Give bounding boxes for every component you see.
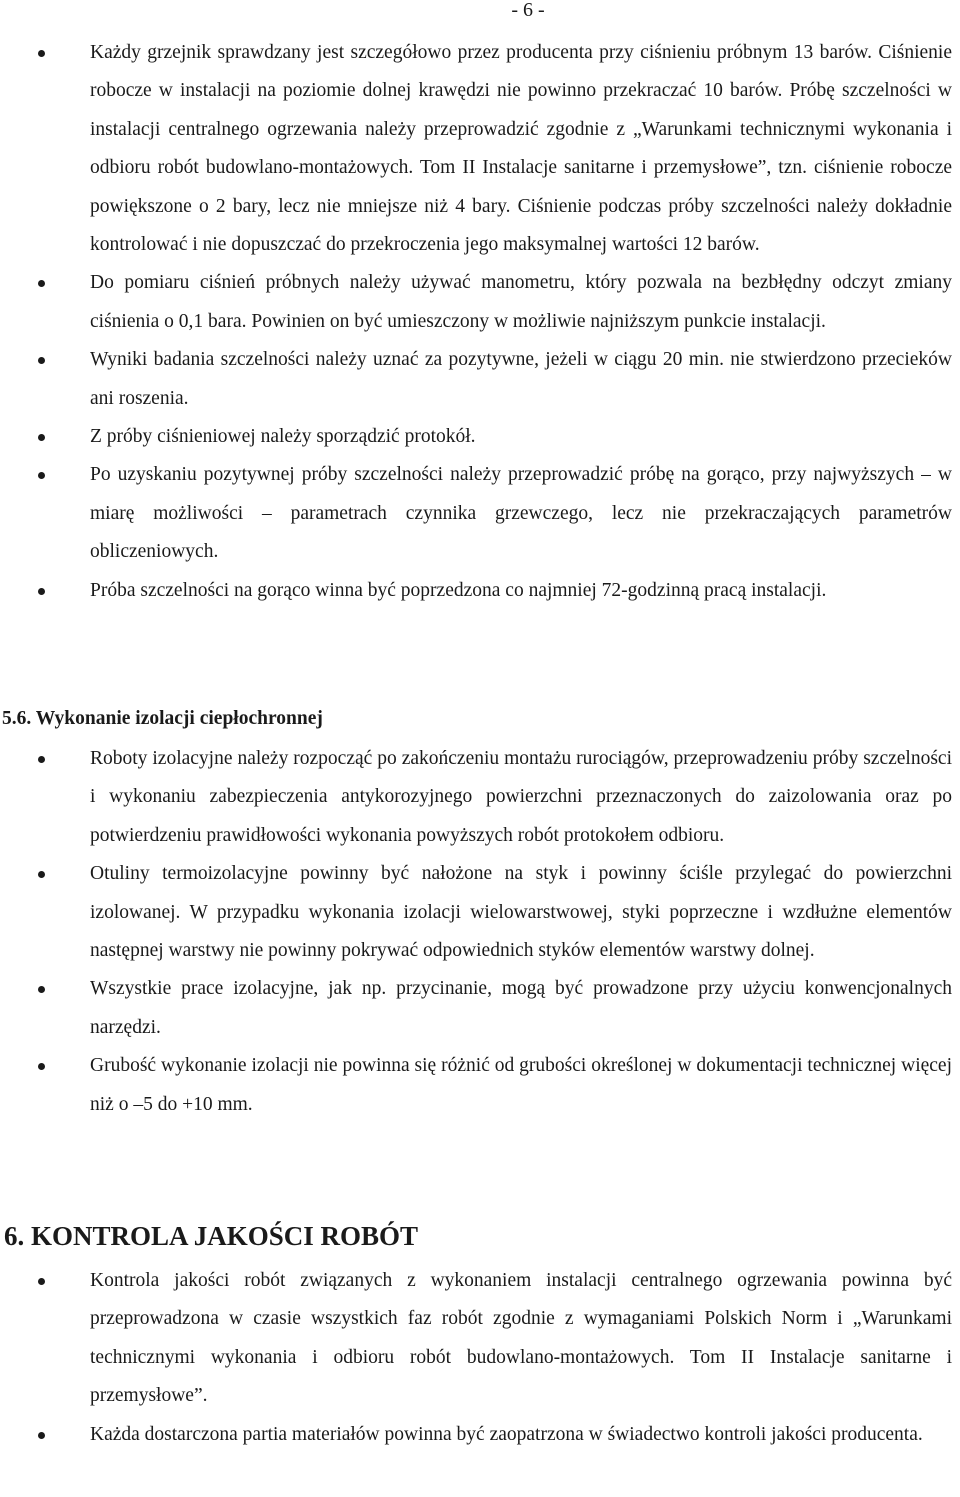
list-item-text: Kontrola jakości robót związanych z wykonaniem instalacji centralnego ogrzewania powinna być przeprowadzona w czasie wszystkich faz robót zgodnie z wymaganiami Polskich Norm i „Warunkami technicznymi wykonania i odbioru robót budowlano-montażowych. Tom II Instalacje sanitarne i przemysłowe”.: [90, 1270, 952, 1407]
list-item-text: Każdy grzejnik sprawdzany jest szczegółowo przez producenta przy ciśnieniu próbnym 13 barów. Ciśnienie robocze w instalacji na poziomie dolnej krawędzi nie powinno przekraczać 10 barów. Próbę szczelności w instalacji centralnego ogrzewania należy przeprowadzić zgodnie z „Warunkami technicznymi wykonania i odbioru robót budowlano-montażowych. Tom II Instalacje sanitarne i przemysłowe”, tzn. ciśnienie robocze powiększone o 2 bary, lecz nie mniejsze niż 4 bary. Ciśnienie podczas próby szczelności należy dokładnie kontrolować i nie dopuszczać do przekroczenia jego maksymalnej wartości 12 barów.: [90, 42, 952, 256]
section-heading-6: 6. KONTROLA JAKOŚCI ROBÓT: [4, 1221, 419, 1251]
bullet-icon: [38, 756, 45, 763]
list-item-text: Do pomiaru ciśnień próbnych należy używać manometru, który pozwala na bezbłędny odczyt zmiany ciśnienia o 0,1 bara. Powinien on być umieszczony w możliwie najniższym punkcie instalacji.: [90, 272, 952, 332]
list-item: [0, 1262, 960, 1416]
list-item: [0, 740, 960, 855]
list-item: [0, 970, 960, 1047]
list-item: [0, 1047, 960, 1124]
bullet-icon: [38, 434, 45, 441]
bullet-icon: [38, 472, 45, 479]
bullet-icon: [38, 1432, 45, 1439]
list-item: [0, 34, 960, 264]
bullet-icon: [38, 871, 45, 878]
bullet-icon: [38, 1063, 45, 1070]
section-heading-5-6: 5.6. Wykonanie izolacji ciepłochronnej: [2, 708, 323, 729]
bullet-icon: [38, 50, 45, 57]
list-item: [0, 264, 960, 341]
insulation-list: [0, 740, 960, 1124]
bullet-icon: [38, 986, 45, 993]
bullet-icon: [38, 357, 45, 364]
list-item-text: Po uzyskaniu pozytywnej próby szczelności należy przeprowadzić próbę na gorąco, przy najwyższych – w miarę możliwości – parametrach czynnika grzewczego, lecz nie przekraczających parametrów obliczeniowych.: [90, 464, 952, 563]
list-item-text: Próba szczelności na gorąco winna być poprzedzona co najmniej 72-godzinną pracą instalacji.: [90, 579, 827, 601]
test-requirements-list: [0, 34, 960, 610]
quality-control-list: [0, 1262, 960, 1454]
list-item-text: Otuliny termoizolacyjne powinny być nałożone na styk i powinny ściśle przylegać do powierzchni izolowanej. W przypadku wykonania izolacji wielowarstwowej, styki poprzeczne i wzdłużne elementów następnej warstwy nie powinny pokrywać odpowiednich styków elementów warstwy dolnej.: [90, 863, 952, 962]
list-item: [0, 855, 960, 970]
list-item-text: Roboty izolacyjne należy rozpocząć po zakończeniu montażu rurociągów, przeprowadzeniu próby szczelności i wykonaniu zabezpieczenia antykorozyjnego powierzchni przeznaczonych do zaizolowania oraz po potwierdzeniu prawidłowości wykonania powyższych robót protokołem odbioru.: [90, 748, 952, 846]
list-item: [0, 456, 960, 571]
bullet-icon: [38, 1278, 45, 1285]
list-item-text: Wszystkie prace izolacyjne, jak np. przycinanie, mogą być prowadzone przy użyciu konwencjonalnych narzędzi.: [90, 978, 952, 1038]
list-item-text: Każda dostarczona partia materiałów powinna być zaopatrzona w świadectwo kontroli jakości producenta.: [90, 1423, 923, 1445]
list-item-text: Grubość wykonanie izolacji nie powinna się różnić od grubości określonej w dokumentacji technicznej więcej niż o –5 do +10 mm.: [90, 1055, 952, 1115]
page-number: - 6 -: [511, 0, 545, 21]
list-item: [0, 1416, 960, 1454]
list-item: [0, 572, 960, 610]
list-item: [0, 418, 960, 456]
list-item: [0, 341, 960, 418]
list-item-text: Wyniki badania szczelności należy uznać za pozytywne, jeżeli w ciągu 20 min. nie stwierdzono przecieków ani roszenia.: [90, 349, 952, 409]
list-item-text: Z próby ciśnieniowej należy sporządzić protokół.: [90, 426, 476, 448]
bullet-icon: [38, 280, 45, 287]
bullet-icon: [38, 588, 45, 595]
